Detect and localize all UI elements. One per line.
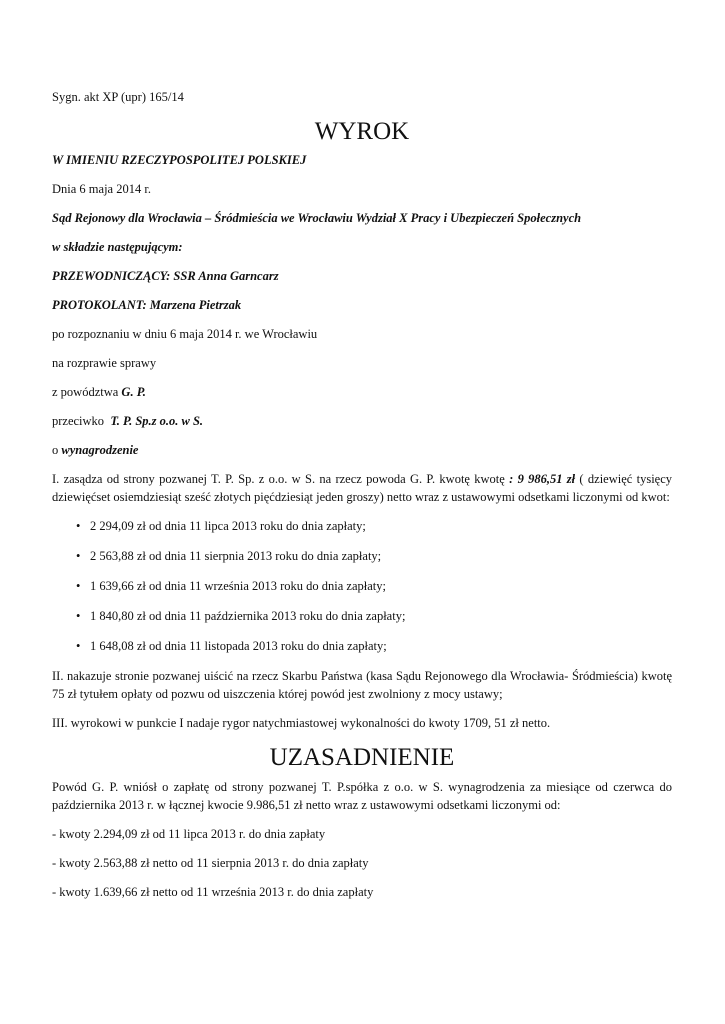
point-one-amount: : 9 986,51 zł [509, 472, 576, 486]
defendant-line [52, 412, 672, 430]
case-signature: Sygn. akt XP (upr) 165/14 [52, 90, 184, 104]
defendant-prefix: przeciwko [52, 414, 111, 428]
point-two: II. nakazuje stronie pozwanej uiścić na rzecz Skarbu Państwa (kasa Sądu Rejonowego dla Wrocławia- Śródmieścia) kwotę 75 zł tytułem opłaty od pozwu od uiszczenia której powód jest zwolniony z mocy ustawy; [52, 669, 672, 701]
hearing-type: na rozprawie sprawy [52, 356, 157, 370]
justification-title: UZASADNIENIE [269, 744, 455, 771]
verdict-date: Dnia 6 maja 2014 r. [52, 182, 151, 196]
point-one [52, 470, 672, 506]
point-one-text-after: ( dziewięć tysięcy dziewięćset osiemdziesiąt sześć złotych pięćdziesiąt jeden groszy) netto wraz z ustawowymi odsetkami liczonymi od kwot: [52, 472, 673, 504]
court-clerk: PROTOKOLANT: Marzena Pietrzak [52, 298, 242, 312]
justification-item: - kwoty 1.639,66 zł netto od 11 września 2013 r. do dnia zapłaty [52, 885, 374, 899]
subject-line [52, 441, 672, 459]
justification-intro: Powód G. P. wniósł o zapłatę od strony pozwanej T. P.spółka z o.o. w S. wynagrodzenia za miesiące od czerwca do października 2013 r. w łącznej kwocie 9.986,51 zł netto wraz z ustawowymi odsetkami liczonymi od: [52, 780, 672, 812]
subject-value: wynagrodzenie [61, 443, 139, 457]
justification-item: - kwoty 2.294,09 zł od 11 lipca 2013 r. do dnia zapłaty [52, 827, 326, 841]
hearing-line: po rozpoznaniu w dniu 6 maja 2014 r. we Wrocławiu [52, 327, 318, 341]
in-name-of-republic: W IMIENIU RZECZYPOSPOLITEJ POLSKIEJ [52, 153, 307, 167]
document-page [52, 88, 672, 912]
plaintiff-name: G. P. [121, 385, 146, 399]
plaintiff-line [52, 383, 672, 401]
interest-amounts-list [52, 517, 672, 655]
list-item: • 1 840,80 zł od dnia 11 października 2013 roku do dnia zapłaty; [76, 607, 672, 625]
defendant-name: T. P. Sp.z o.o. w S. [110, 414, 204, 428]
plaintiff-prefix: z powództwa [52, 385, 122, 399]
list-item: • 2 563,88 zł od dnia 11 sierpnia 2013 roku do dnia zapłaty; [76, 547, 672, 565]
point-one-text: I. zasądza od strony pozwanej T. P. Sp. z o.o. w S. na rzecz powoda G. P. kwotę kwotę [52, 472, 510, 486]
subject-prefix: o [52, 443, 62, 457]
composition-label: w składzie następującym: [52, 240, 183, 254]
list-item: • 1 648,08 zł od dnia 11 listopada 2013 roku do dnia zapłaty; [76, 637, 672, 655]
list-item: • 2 294,09 zł od dnia 11 lipca 2013 roku do dnia zapłaty; [76, 517, 672, 535]
list-item: • 1 639,66 zł od dnia 11 września 2013 roku do dnia zapłaty; [76, 577, 672, 595]
point-three: III. wyrokowi w punkcie I nadaje rygor natychmiastowej wykonalności do kwoty 1709, 51 zł netto. [52, 716, 551, 730]
court-name: Sąd Rejonowy dla Wrocławia – Śródmieścia we Wrocławiu Wydział X Pracy i Ubezpieczeń Społecznych [52, 211, 582, 225]
verdict-title: WYROK [314, 118, 410, 145]
justification-item: - kwoty 2.563,88 zł netto od 11 sierpnia 2013 r. do dnia zapłaty [52, 856, 369, 870]
presiding-judge: PRZEWODNICZĄCY: SSR Anna Garncarz [52, 269, 279, 283]
